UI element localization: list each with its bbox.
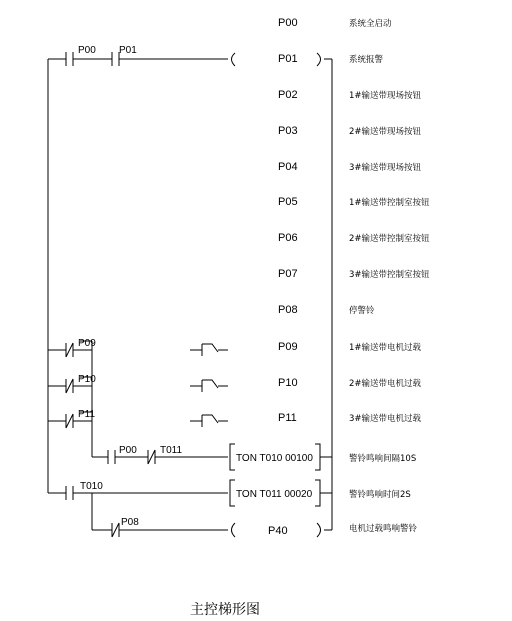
io-addr: P08 [278,304,298,316]
rung-timer-1 [92,444,416,470]
contact-label: P08 [121,517,139,528]
io-comment: 停警铃 [349,306,375,316]
io-comment: 1#输送带现场按钮 [349,91,422,101]
contact-label: P11 [78,409,96,420]
io-comment: 2#输送带电机过载 [349,379,422,389]
io-addr: P01 [278,53,298,65]
io-addr: P00 [278,17,298,29]
coil-right-arc [317,523,321,537]
io-comment: 2#输送带控制室按钮 [349,234,430,244]
io-addr: P03 [278,125,298,137]
timer-instruction: TON T010 00100 [236,453,313,464]
io-comment: 警铃鸣响间隔10S [349,454,417,464]
nc-contact-symbol [190,344,228,356]
io-comment: 3#输送带电机过载 [349,414,422,424]
contact-label: T011 [160,445,183,456]
contact-label: P00 [78,45,96,56]
coil-left-arc [232,53,236,66]
instr-bracket-left [230,480,235,506]
io-comment: 1#输送带电机过载 [349,343,422,353]
io-comment: 1#输送带控制室按钮 [349,198,430,208]
io-addr: P02 [278,89,298,101]
nc-symbols [190,344,228,427]
io-comment: 警铃鸣响时间2S [349,490,411,500]
io-list [278,17,430,424]
io-comment: 系统报警 [349,55,384,65]
overload-branch [48,338,96,457]
contact-label: P10 [78,374,96,385]
instr-bracket-right [315,480,320,506]
contact-label: P09 [78,338,96,349]
io-comment: 系统全启动 [349,19,392,29]
instr-bracket-right [315,444,320,470]
io-addr: P07 [278,268,298,280]
io-comment: 3#输送带控制室按钮 [349,270,430,280]
io-addr: P04 [278,161,298,173]
io-addr: P11 [278,412,297,424]
io-addr: P05 [278,196,298,208]
nc-contact-symbol [190,380,228,392]
nc-contact-symbol [190,415,228,427]
io-addr: P09 [278,341,298,353]
rung-timer-2 [48,480,411,506]
io-addr: P06 [278,232,298,244]
coil-label: P40 [268,525,288,537]
contact-label: P00 [119,445,137,456]
diagram-caption: 主控梯形图 [190,602,260,618]
contact-label: T010 [80,481,103,492]
timer-instruction: TON T011 00020 [236,489,313,500]
coil-right-arc [317,53,321,66]
io-comment: 电机过载鸣响警铃 [349,524,418,534]
contact-label: P01 [119,45,137,56]
instr-bracket-left [230,444,235,470]
coil-left-arc [232,523,236,537]
io-comment: 2#输送带现场按钮 [349,127,422,137]
io-addr: P10 [278,377,298,389]
io-comment: 3#输送带现场按钮 [349,163,422,173]
